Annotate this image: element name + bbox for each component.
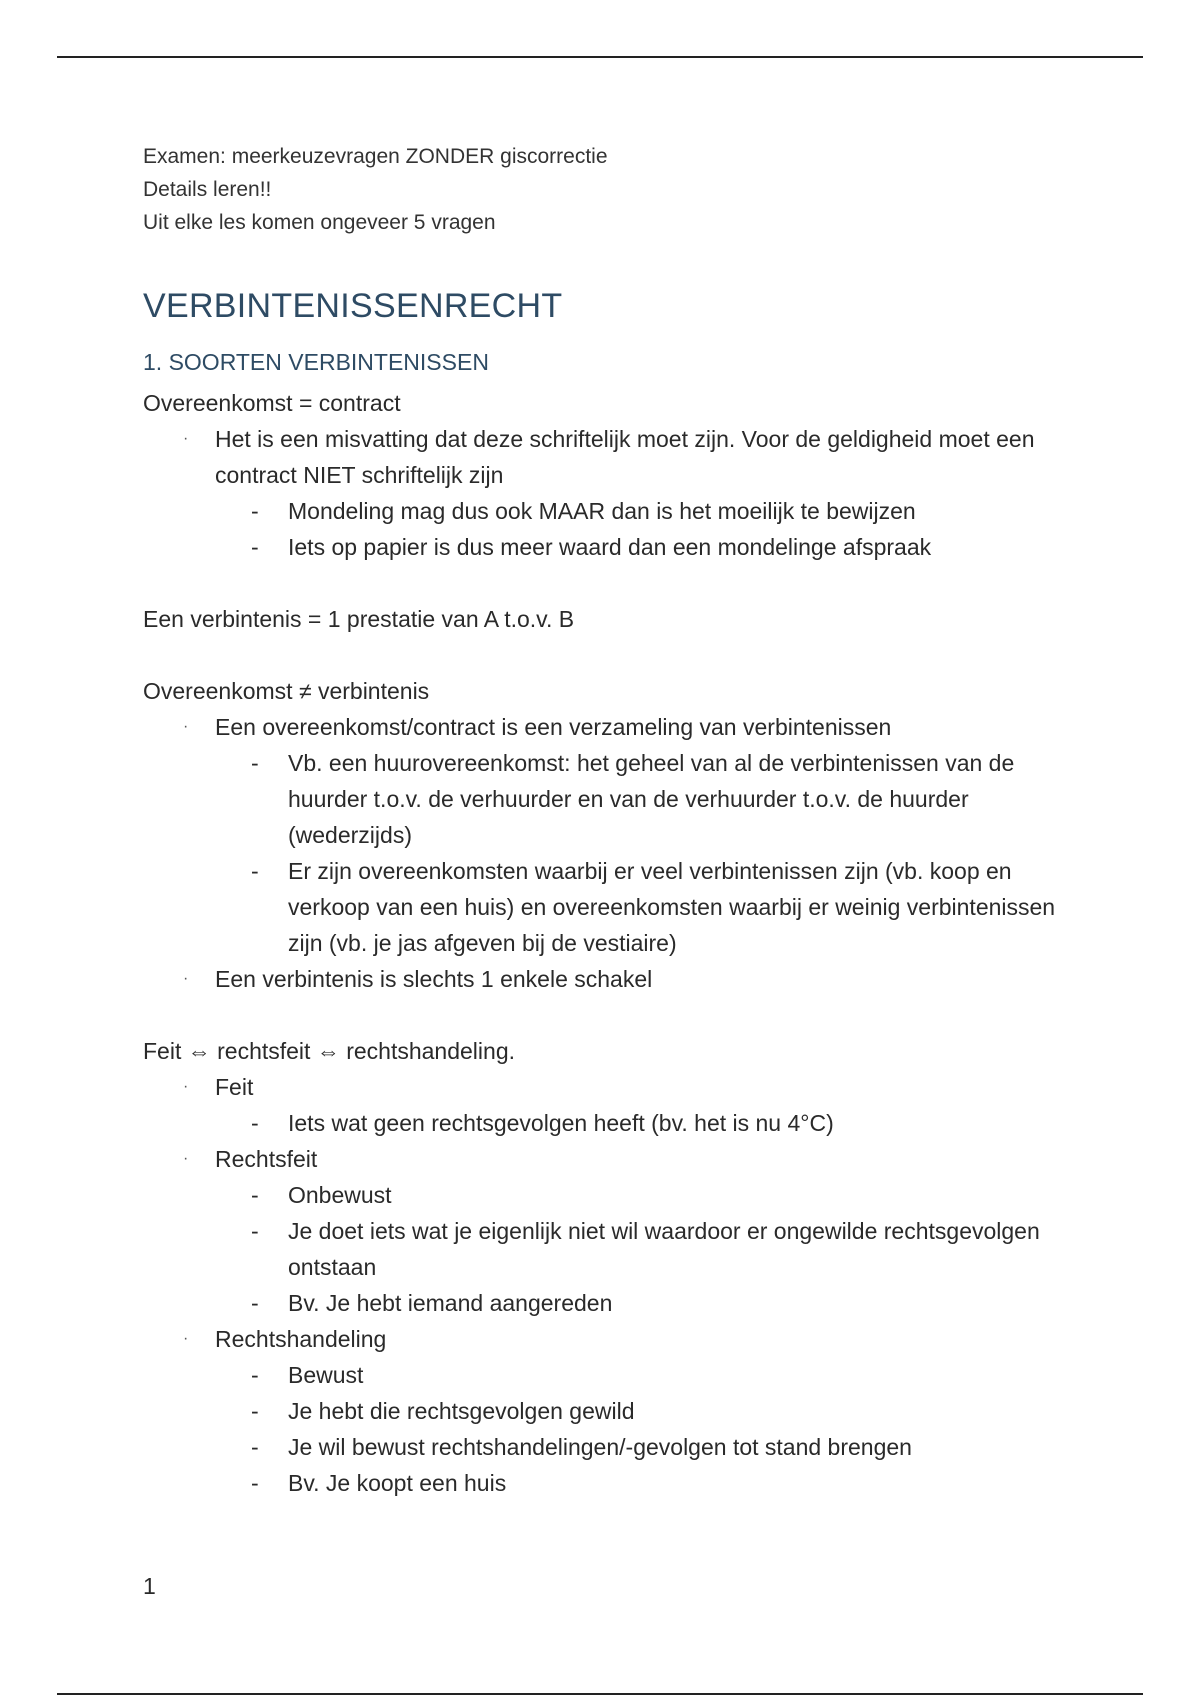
- dash-text: Bewust: [288, 1362, 364, 1388]
- dash-text: Iets wat geen rechtsgevolgen heeft (bv. het is nu 4°C): [288, 1110, 834, 1136]
- dash-item: [143, 853, 1063, 961]
- section-title: Overeenkomst = contract: [143, 390, 401, 416]
- bullet-list: [143, 1069, 1063, 1105]
- dash-list: [143, 1105, 1063, 1141]
- dash-marker: -: [251, 1290, 259, 1316]
- bullet-list: [143, 961, 1063, 997]
- dash-list: [143, 745, 1063, 961]
- intro-line: Details leren!!: [143, 178, 272, 201]
- document-page: [143, 140, 1063, 1501]
- dash-marker: -: [251, 1110, 259, 1136]
- dash-marker: -: [251, 1434, 259, 1460]
- section-title: Overeenkomst ≠ verbintenis: [143, 678, 430, 704]
- intro-line: Examen: meerkeuzevragen ZONDER giscorrectie: [143, 145, 608, 168]
- dash-text: Je doet iets wat je eigenlijk niet wil waardoor er ongewilde rechtsgevolgen ontstaan: [288, 1218, 1040, 1280]
- bullet-text: Het is een misvatting dat deze schriftelijk moet zijn. Voor de geldigheid moet een contract NIET schriftelijk zijn: [215, 426, 1035, 488]
- bullet-marker: ·: [183, 718, 189, 735]
- dash-item: [143, 1393, 1063, 1429]
- dash-item: [143, 1105, 1063, 1141]
- bullet-item: [143, 709, 1063, 745]
- intro-line: Uit elke les komen ongeveer 5 vragen: [143, 211, 496, 234]
- dash-marker: -: [251, 858, 259, 884]
- bullet-text: Een overeenkomst/contract is een verzameling van verbintenissen: [215, 714, 892, 740]
- dash-list: [143, 1357, 1063, 1501]
- dash-item: [143, 1213, 1063, 1285]
- dash-item: [143, 745, 1063, 853]
- bullet-marker: ·: [183, 1078, 189, 1095]
- dash-marker: -: [251, 750, 259, 776]
- dash-text: Je hebt die rechtsgevolgen gewild: [288, 1398, 635, 1424]
- bullet-text: Een verbintenis is slechts 1 enkele schakel: [215, 966, 653, 992]
- dash-item: [143, 1285, 1063, 1321]
- dash-text: Er zijn overeenkomsten waarbij er veel verbintenissen zijn (vb. koop en verkoop van een huis) en overeenkomsten waarbij er weinig verbintenissen zijn (vb. je jas afgeven bij de vestiaire): [288, 858, 1056, 956]
- dash-item: [143, 1177, 1063, 1213]
- dash-marker: -: [251, 1362, 259, 1388]
- bullet-list: [143, 709, 1063, 745]
- bullet-item: [143, 1321, 1063, 1357]
- dash-item: [143, 1429, 1063, 1465]
- header-rule: [57, 56, 1143, 58]
- bullet-list: [143, 1321, 1063, 1357]
- page-number: 1: [143, 1573, 156, 1599]
- bullet-text: Rechtsfeit: [215, 1146, 318, 1172]
- dash-text: Mondeling mag dus ook MAAR dan is het moeilijk te bewijzen: [288, 498, 916, 524]
- dash-text: Onbewust: [288, 1182, 392, 1208]
- bullet-list: [143, 421, 1063, 493]
- bullet-item: [143, 421, 1063, 493]
- bullet-item: [143, 1141, 1063, 1177]
- bullet-list: [143, 1141, 1063, 1177]
- bullet-text: Rechtshandeling: [215, 1326, 387, 1352]
- dash-text: Vb. een huurovereenkomst: het geheel van al de verbintenissen van de huurder t.o.v. de verhuurder en van de verhuurder t.o.v. de huurder (wederzijds): [288, 750, 1015, 848]
- bullet-text: Feit: [215, 1074, 254, 1100]
- dash-list: [143, 1177, 1063, 1321]
- dash-text: Je wil bewust rechtshandelingen/-gevolgen tot stand brengen: [288, 1434, 912, 1460]
- dash-text: Bv. Je hebt iemand aangereden: [288, 1290, 613, 1316]
- definition: Een verbintenis = 1 prestatie van A t.o.v. B: [143, 606, 575, 632]
- dash-marker: -: [251, 1398, 259, 1424]
- dash-marker: -: [251, 498, 259, 524]
- bullet-marker: ·: [183, 1330, 189, 1347]
- bullet-item: [143, 1069, 1063, 1105]
- footer-rule: [57, 1693, 1143, 1695]
- bullet-marker: ·: [183, 430, 189, 447]
- dash-text: Iets op papier is dus meer waard dan een mondelinge afspraak: [288, 534, 932, 560]
- bullet-marker: ·: [183, 970, 189, 987]
- intro-notes: [143, 140, 1063, 239]
- dash-marker: -: [251, 1470, 259, 1496]
- heading-2: 1. SOORTEN VERBINTENISSEN: [143, 349, 489, 375]
- dash-item: [143, 493, 1063, 529]
- bullet-marker: ·: [183, 1150, 189, 1167]
- dash-item: [143, 1465, 1063, 1501]
- dash-marker: -: [251, 1182, 259, 1208]
- bullet-item: [143, 961, 1063, 997]
- dash-list: [143, 493, 1063, 565]
- dash-marker: -: [251, 1218, 259, 1244]
- dash-item: [143, 1357, 1063, 1393]
- heading-1: VERBINTENISSENRECHT: [143, 287, 563, 325]
- dash-text: Bv. Je koopt een huis: [288, 1470, 507, 1496]
- section-title: Feit ⇔ rechtsfeit ⇔ rechtshandeling.: [143, 1038, 515, 1064]
- dash-marker: -: [251, 534, 259, 560]
- dash-item: [143, 529, 1063, 565]
